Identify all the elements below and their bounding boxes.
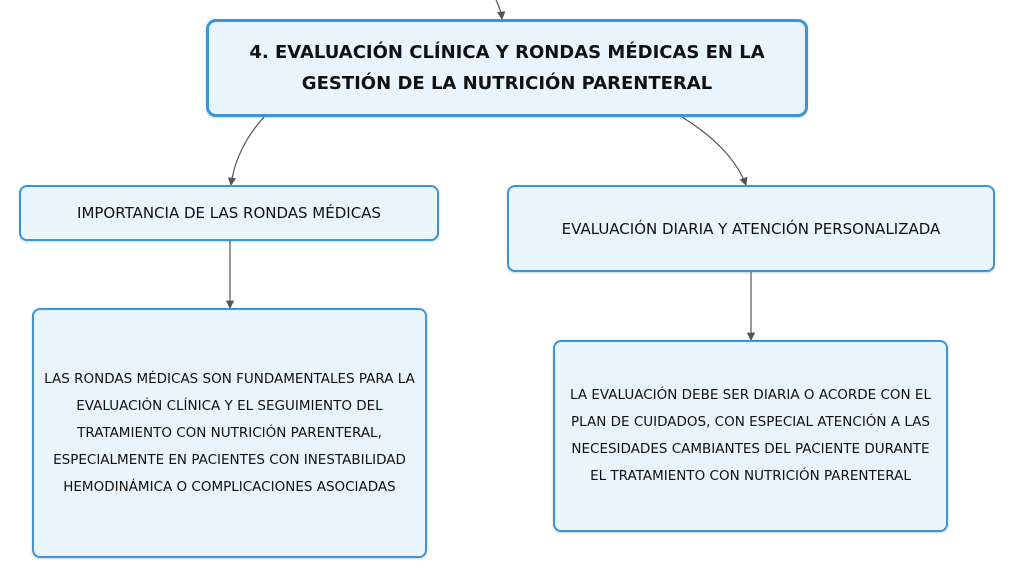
branch-node-importancia-rondas[interactable] [19,185,439,241]
branch-node-evaluacion-diaria[interactable] [507,185,995,272]
leaf-node-evaluacion-diaria[interactable] [553,340,948,532]
leaf-text: LA EVALUACIÓN DEBE SER DIARIA O ACORDE CON EL PLAN DE CUIDADOS, CON ESPECIAL ATENCIÓN A LAS NECESIDADES CAMBIANTES DEL PACIENTE DURANTE EL TRATAMIENTO CON NUTRICIÓN PARENTERAL [570,387,931,484]
leaf-text: LAS RONDAS MÉDICAS SON FUNDAMENTALES PARA LA EVALUACIÓN CLÍNICA Y EL SEGUIMIENTO DEL TRATAMIENTO CON NUTRICIÓN PARENTERAL, ESPECIALMENTE EN PACIENTES CON INESTABILIDAD HEMODINÁMICA O COMPLICACIONES ASOCIADAS [44,370,415,495]
connector-root-to-right-branch [682,117,746,185]
root-topic-node[interactable] [206,19,808,117]
branch-label: EVALUACIÓN DIARIA Y ATENCIÓN PERSONALIZADA [561,219,941,238]
branch-label: IMPORTANCIA DE LAS RONDAS MÉDICAS [77,204,381,222]
root-topic-label: 4. EVALUACIÓN CLÍNICA Y RONDAS MÉDICAS EN LA GESTIÓN DE LA NUTRICIÓN PARENTERAL [249,42,765,94]
connector-root-to-left-branch [231,117,264,185]
connector-parent-to-root [496,0,502,19]
leaf-node-rondas-fundamentales[interactable] [32,308,427,558]
